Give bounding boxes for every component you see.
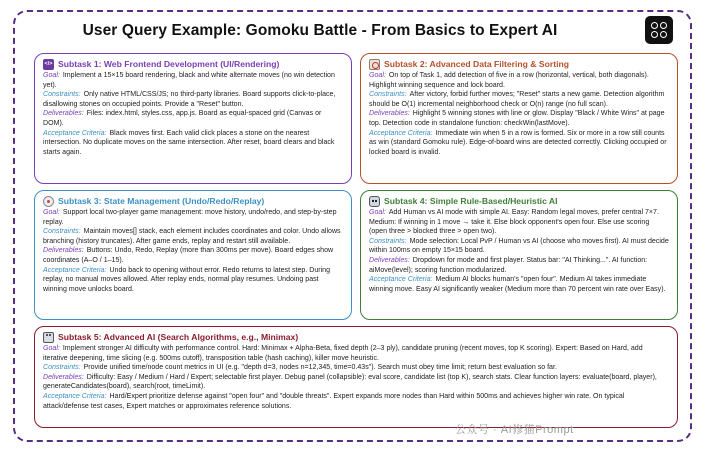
subtask-2-card [360,53,678,184]
acceptance-text: Medium AI blocks human's "open four". Medium AI takes immediate winning move. Easy AI significantly weaker (Medium more than 70 percent win rate over Easy). [369,276,666,293]
acceptance-text: Black moves first. Each valid click places a stone on the nearest intersection. No duplicate moves on the same intersection. After reset, board clears and black starts again. [43,129,335,156]
constraints-text: Mode selection: Local PvP / Human vs AI (choose who moves first). AI must decide within 100ms on empty 15×15 board. [369,237,669,255]
robot-icon [369,196,380,207]
goal-text: Implement a 15×15 board rendering, black and white alternate moves (no win detection yet). [43,72,335,89]
gear-icon [43,196,54,207]
acceptance-label: Acceptance Criteria: [369,129,433,137]
deliverables-text: Dropdown for mode and first player. Status bar: "AI Thinking...". AI function: aiMove(level); scoring function modularized. [369,256,648,274]
goal-text: On top of Task 1, add detection of five in a row (horizontal, vertical, both diagonals). Highlight winning sequence and lock board. [369,72,649,89]
subtask-1-constraints [43,90,343,109]
acceptance-text: Hard/Expert prioritize defense against "open four" and "double threats". Expert expands more nodes than Hard within 500ms and achieves higher win rate. On typical attack/defense test cases, Expert matches or approximates reference solutions. [43,392,625,410]
goal-text: Implement stronger AI difficulty with performance control. Hard: Minimax + Alpha-Beta, fixed depth (2–3 ply), candidate pruning (recent moves, top K scoring). Expert: Based on Hard, add iterative deepening, time slicing (e.g. 500ms cutoff), transposition table (hash caching), killer move heuristic. [43,345,643,362]
subtask-5-card [34,326,678,428]
deliverables-text: Buttons: Undo, Redo, Replay (more than 300ms per move). Board edges show coordinates (A–O / 1–15). [43,247,334,264]
constraints-label: Constraints: [369,91,407,99]
goal-label: Goal: [43,72,60,79]
subtask-3-title: Subtask 3: State Management (Undo/Redo/Replay) [58,195,265,206]
constraints-text: Only native HTML/CSS/JS; no third-party libraries. Board supports click-to-place, disallowing stones on occupied points. Provide a "Reset" button. [43,91,336,108]
goal-label: Goal: [43,345,60,352]
subtask-4-goal [369,208,669,237]
goal-text: Add Human vs AI mode with simple AI. Easy: Random legal moves, prefer central 7×7. Medium: If winning in 1 move → take it. Else block opponent's open four. Else use scoring (open three > blocked three > open two). [369,209,659,236]
dots-logo-icon [645,16,673,44]
subtask-3-constraints [43,227,343,246]
subtask-2-constraints [369,90,669,109]
subtask-5-deliverables [43,373,669,392]
deliverables-label: Deliverables: [369,110,410,118]
goal-label: Goal: [43,209,60,216]
subtask-4-constraints [369,237,669,256]
target-icon [369,59,380,70]
castle-icon [43,332,54,343]
deliverables-label: Deliverables: [43,110,84,118]
subtask-3-deliverables [43,246,343,265]
deliverables-label: Deliverables: [43,373,84,381]
subtask-5-goal [43,344,669,363]
acceptance-text: Immediate win when 5 in a row is formed. Six or more in a row still counts as win (standard Gomoku rule). Edge-of-board wins are detected correctly. Clicking occupied or locked board is invalid. [369,129,667,156]
acceptance-label: Acceptance Criteria: [43,266,107,274]
code-icon [43,59,54,70]
subtask-1-deliverables [43,109,343,128]
goal-label: Goal: [369,72,386,79]
deliverables-label: Deliverables: [43,247,84,255]
subtask-4-acceptance [369,275,669,294]
constraints-text: Maintain moves[] stack, each element includes coordinates and color. Undo allows branching (history truncates). After game ends, replay and restart still available. [43,228,341,245]
deliverables-text: Difficulty: Easy / Medium / Hard / Expert; selectable first player. Debug panel (collapsible): eval score, candidate list (top K), search stats. Clear function layers: evaluate(board, player), generateCandidates(board), search(root, timeLimit). [43,373,657,391]
acceptance-label: Acceptance Criteria: [43,392,107,400]
constraints-label: Constraints: [369,237,407,245]
deliverables-text: Highlight 5 winning stones with line or glow. Display "Black / White Wins" at page top. Detection code in standalone function: checkWin(lastMove). [369,110,665,127]
goal-text: Support local two-player game management: move history, undo/redo, and step-by-step replay. [43,209,337,226]
subtask-1-acceptance [43,129,343,158]
subtask-2-goal [369,71,669,90]
subtask-4-card [360,190,678,320]
constraints-label: Constraints: [43,91,81,99]
subtask-5-title: Subtask 5: Advanced AI (Search Algorithms, e.g., Minimax) [58,331,299,342]
subtask-1-goal [43,71,343,90]
deliverables-label: Deliverables: [369,256,410,264]
subtask-2-title: Subtask 2: Advanced Data Filtering & Sorting [384,58,569,69]
subtask-3-goal [43,208,343,227]
subtask-1-title: Subtask 1: Web Frontend Development (UI/Rendering) [58,58,280,69]
subtask-5-constraints [43,363,669,373]
goal-label: Goal: [369,209,386,216]
acceptance-label: Acceptance Criteria: [43,129,107,137]
page-title: User Query Example: Gomoku Battle - From Basics to Expert AI [82,22,558,39]
watermark-text: 公众号 · AI修猫Prompt [455,424,574,436]
subtask-1-card [34,53,352,184]
acceptance-label: Acceptance Criteria: [369,276,433,284]
subtask-4-deliverables [369,256,669,275]
constraints-label: Constraints: [43,228,81,236]
constraints-text: After victory, forbid further moves; "Reset" starts a new game. Detection algorithm should be O(1) incremental neighborhood check or O(n) range (no full scan). [369,91,665,108]
subtask-4-title: Subtask 4: Simple Rule-Based/Heuristic AI [384,195,558,206]
acceptance-text: Undo back to opening without error. Redo returns to latest step. During replay, no manual moves allowed. After replay ends, normal play resumes. Undoing past winning move unlocks board. [43,266,330,293]
subtask-2-acceptance [369,129,669,158]
constraints-text: Provide unified time/node count metrics in UI (e.g. "depth d=3, nodes n=12,345, time=0.43s"). Search must obey time limit; return best evaluation so far. [83,364,557,372]
subtask-5-acceptance [43,392,669,411]
subtask-2-deliverables [369,109,669,128]
subtask-3-card [34,190,352,320]
subtask-3-acceptance [43,266,343,295]
constraints-label: Constraints: [43,364,81,372]
deliverables-text: Files: index.html, styles.css, app.js. Board as equal-spaced grid (Canvas or DOM). [43,110,322,127]
